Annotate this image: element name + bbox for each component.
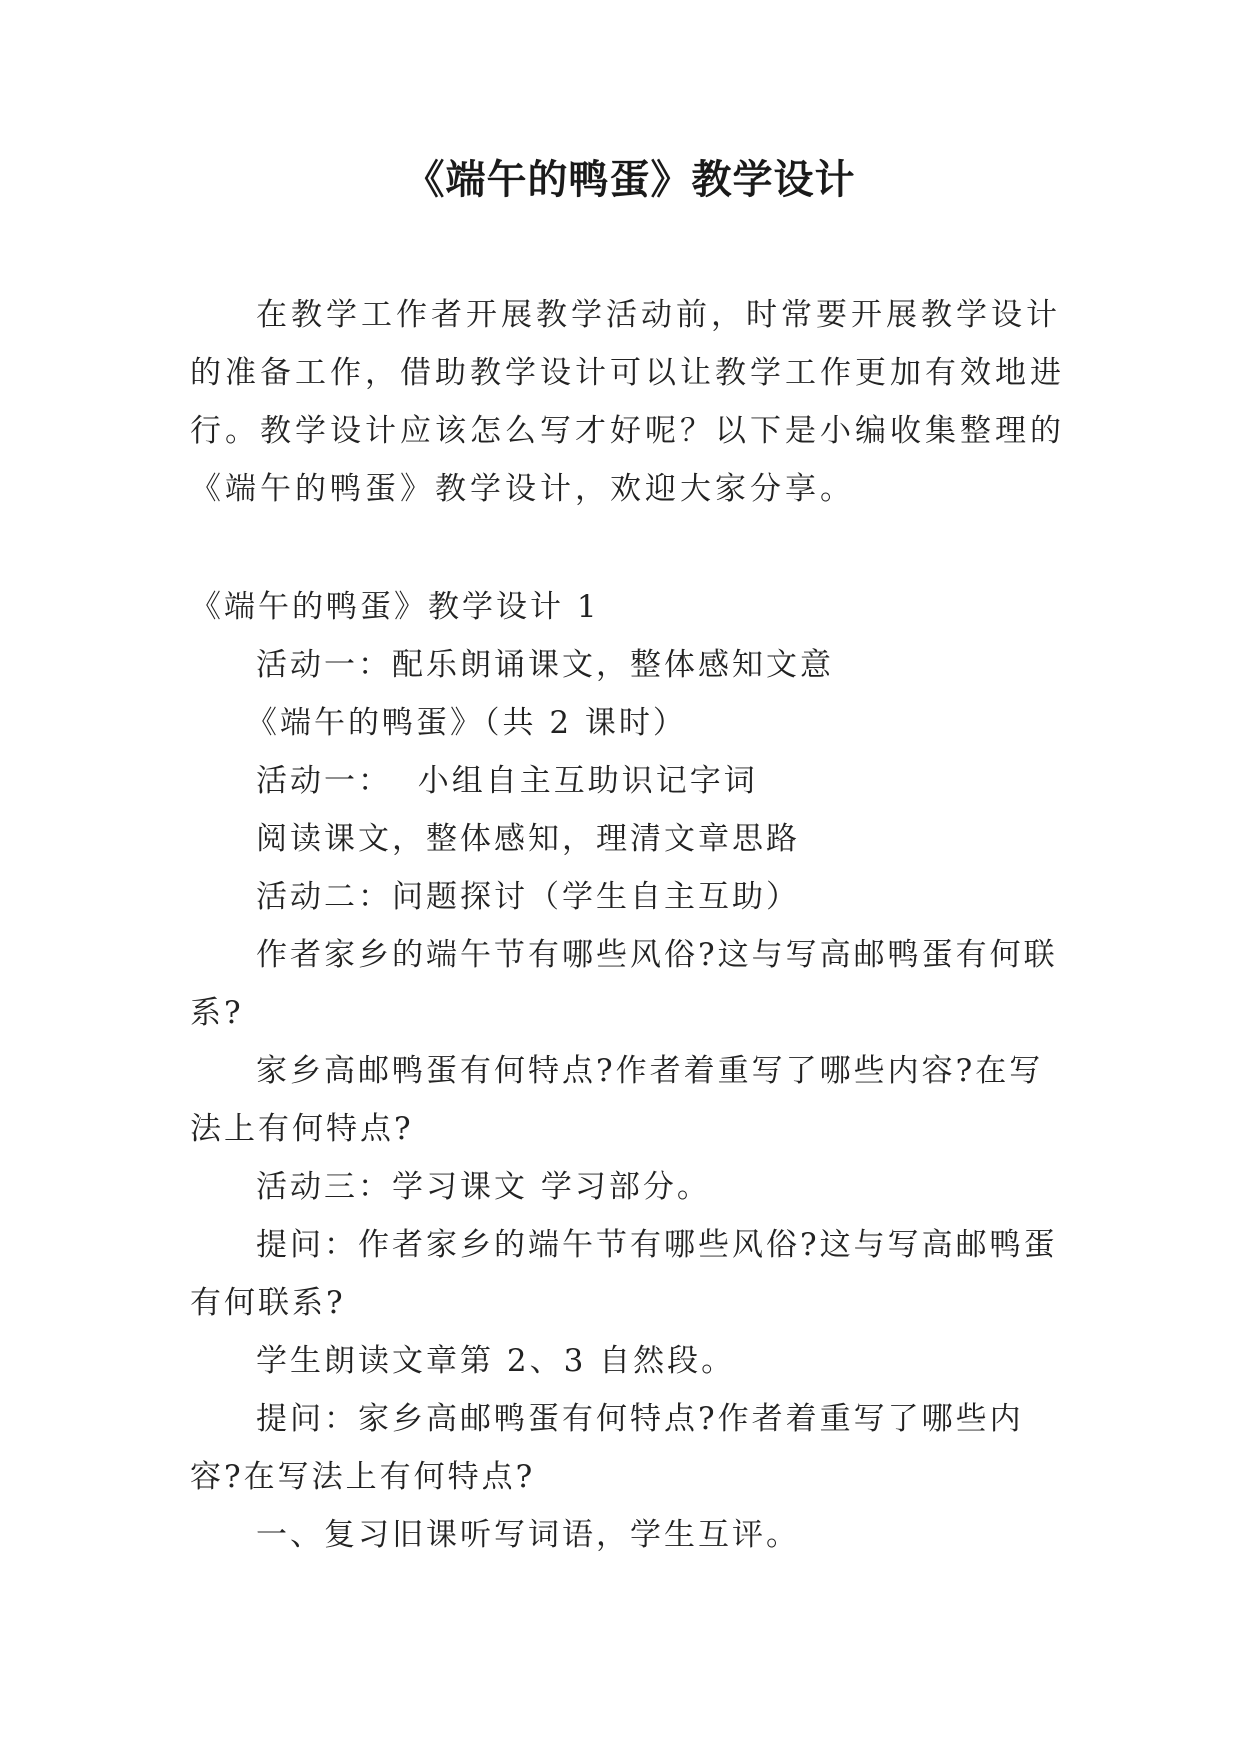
body-paragraph: 作者家乡的端午节有哪些风俗?这与写高邮鸭蛋有何联系? xyxy=(190,937,1058,1031)
body-paragraph: 《端午的鸭蛋》（共 2 课时） xyxy=(246,705,687,741)
body-paragraph: 提问：家乡高邮鸭蛋有何特点?作者着重写了哪些内容?在写法上有何特点? xyxy=(190,1401,1024,1495)
body-paragraph: 活动二：问题探讨（学生自主互助） xyxy=(256,879,800,915)
document-title: 《端午的鸭蛋》教学设计 xyxy=(404,157,856,203)
document-body xyxy=(190,578,1070,1564)
body-paragraph: 学生朗读文章第 2、3 自然段。 xyxy=(256,1343,736,1379)
body-paragraph: 阅读课文，整体感知，理清文章思路 xyxy=(256,821,800,857)
body-paragraph: 活动三：学习课文 学习部分。 xyxy=(256,1169,711,1205)
section-heading: 《端午的鸭蛋》教学设计 1 xyxy=(190,589,600,625)
body-paragraph: 活动一： 小组自主互助识记字词 xyxy=(256,763,758,799)
body-paragraph: 活动一：配乐朗诵课文，整体感知文意 xyxy=(256,647,834,683)
body-paragraph: 一、复习旧课听写词语，学生互评。 xyxy=(256,1517,800,1553)
body-paragraph: 提问：作者家乡的端午节有哪些风俗?这与写高邮鸭蛋有何联系? xyxy=(190,1227,1058,1321)
body-paragraph: 家乡高邮鸭蛋有何特点?作者着重写了哪些内容?在写法上有何特点? xyxy=(190,1053,1044,1147)
intro-paragraph: 在教学工作者开展教学活动前，时常要开展教学设计的准备工作，借助教学设计可以让教学工作更加有效地进行。教学设计应该怎么写才好呢？以下是小编收集整理的《端午的鸭蛋》教学设计，欢迎大家分享。 xyxy=(190,297,1065,507)
